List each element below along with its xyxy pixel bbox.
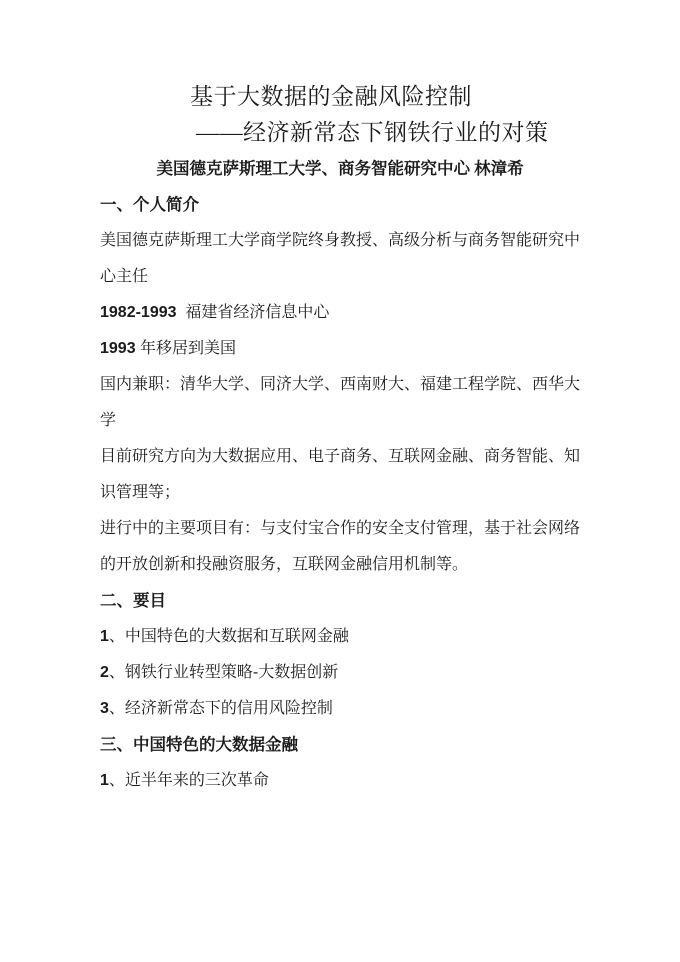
list-number-bold: 3 (100, 700, 109, 717)
line-text: 福建省经济信息中心 (176, 304, 330, 321)
year-range-bold: 1982-1993 (100, 304, 177, 321)
paragraph-line: 国内兼职：清华大学、同济大学、西南财大、福建工程学院、西华大 (100, 376, 581, 393)
document-title-line-2: ——经济新常态下钢铁行业的对策 (196, 120, 549, 145)
line-text: 、经济新常态下的信用风险控制 (108, 700, 333, 717)
paragraph-line: 学 (100, 412, 117, 429)
list-number-bold: 1 (100, 772, 109, 789)
line-text: 、近半年来的三次革命 (108, 772, 269, 789)
section-heading-1: 一、个人简介 (100, 196, 199, 214)
list-item-2 (100, 655, 580, 691)
list-number-bold: 2 (100, 664, 109, 681)
year-bold: 1993 (100, 340, 136, 357)
list-item-1 (100, 763, 580, 799)
list-item-1 (100, 619, 580, 655)
line-text: 、钢铁行业转型策略-大数据创新 (108, 664, 339, 681)
paragraph-line (100, 295, 580, 331)
paragraph-line (100, 331, 580, 367)
line-text: 年移居到美国 (135, 340, 237, 357)
byline: 美国德克萨斯理工大学、商务智能研究中心 林漳希 (156, 159, 524, 178)
section-heading-2: 二、要目 (100, 592, 166, 610)
paragraph-line: 心主任 (100, 268, 149, 285)
paragraph-line: 的开放创新和投融资服务，互联网金融信用机制等。 (100, 556, 469, 573)
paragraph-line: 识管理等； (100, 484, 181, 501)
paragraph-line: 美国德克萨斯理工大学商学院终身教授、高级分析与商务智能研究中 (100, 232, 581, 249)
paragraph-line: 进行中的主要项目有：与支付宝合作的安全支付管理，基于社会网络 (100, 520, 581, 537)
list-number-bold: 1 (100, 628, 109, 645)
document-title-line-1: 基于大数据的金融风险控制 (190, 84, 472, 109)
list-item-3 (100, 691, 580, 727)
paragraph-line: 目前研究方向为大数据应用、电子商务、互联网金融、商务智能、知 (100, 448, 581, 465)
line-text: 、中国特色的大数据和互联网金融 (108, 628, 349, 645)
section-heading-3: 三、中国特色的大数据金融 (100, 736, 298, 754)
